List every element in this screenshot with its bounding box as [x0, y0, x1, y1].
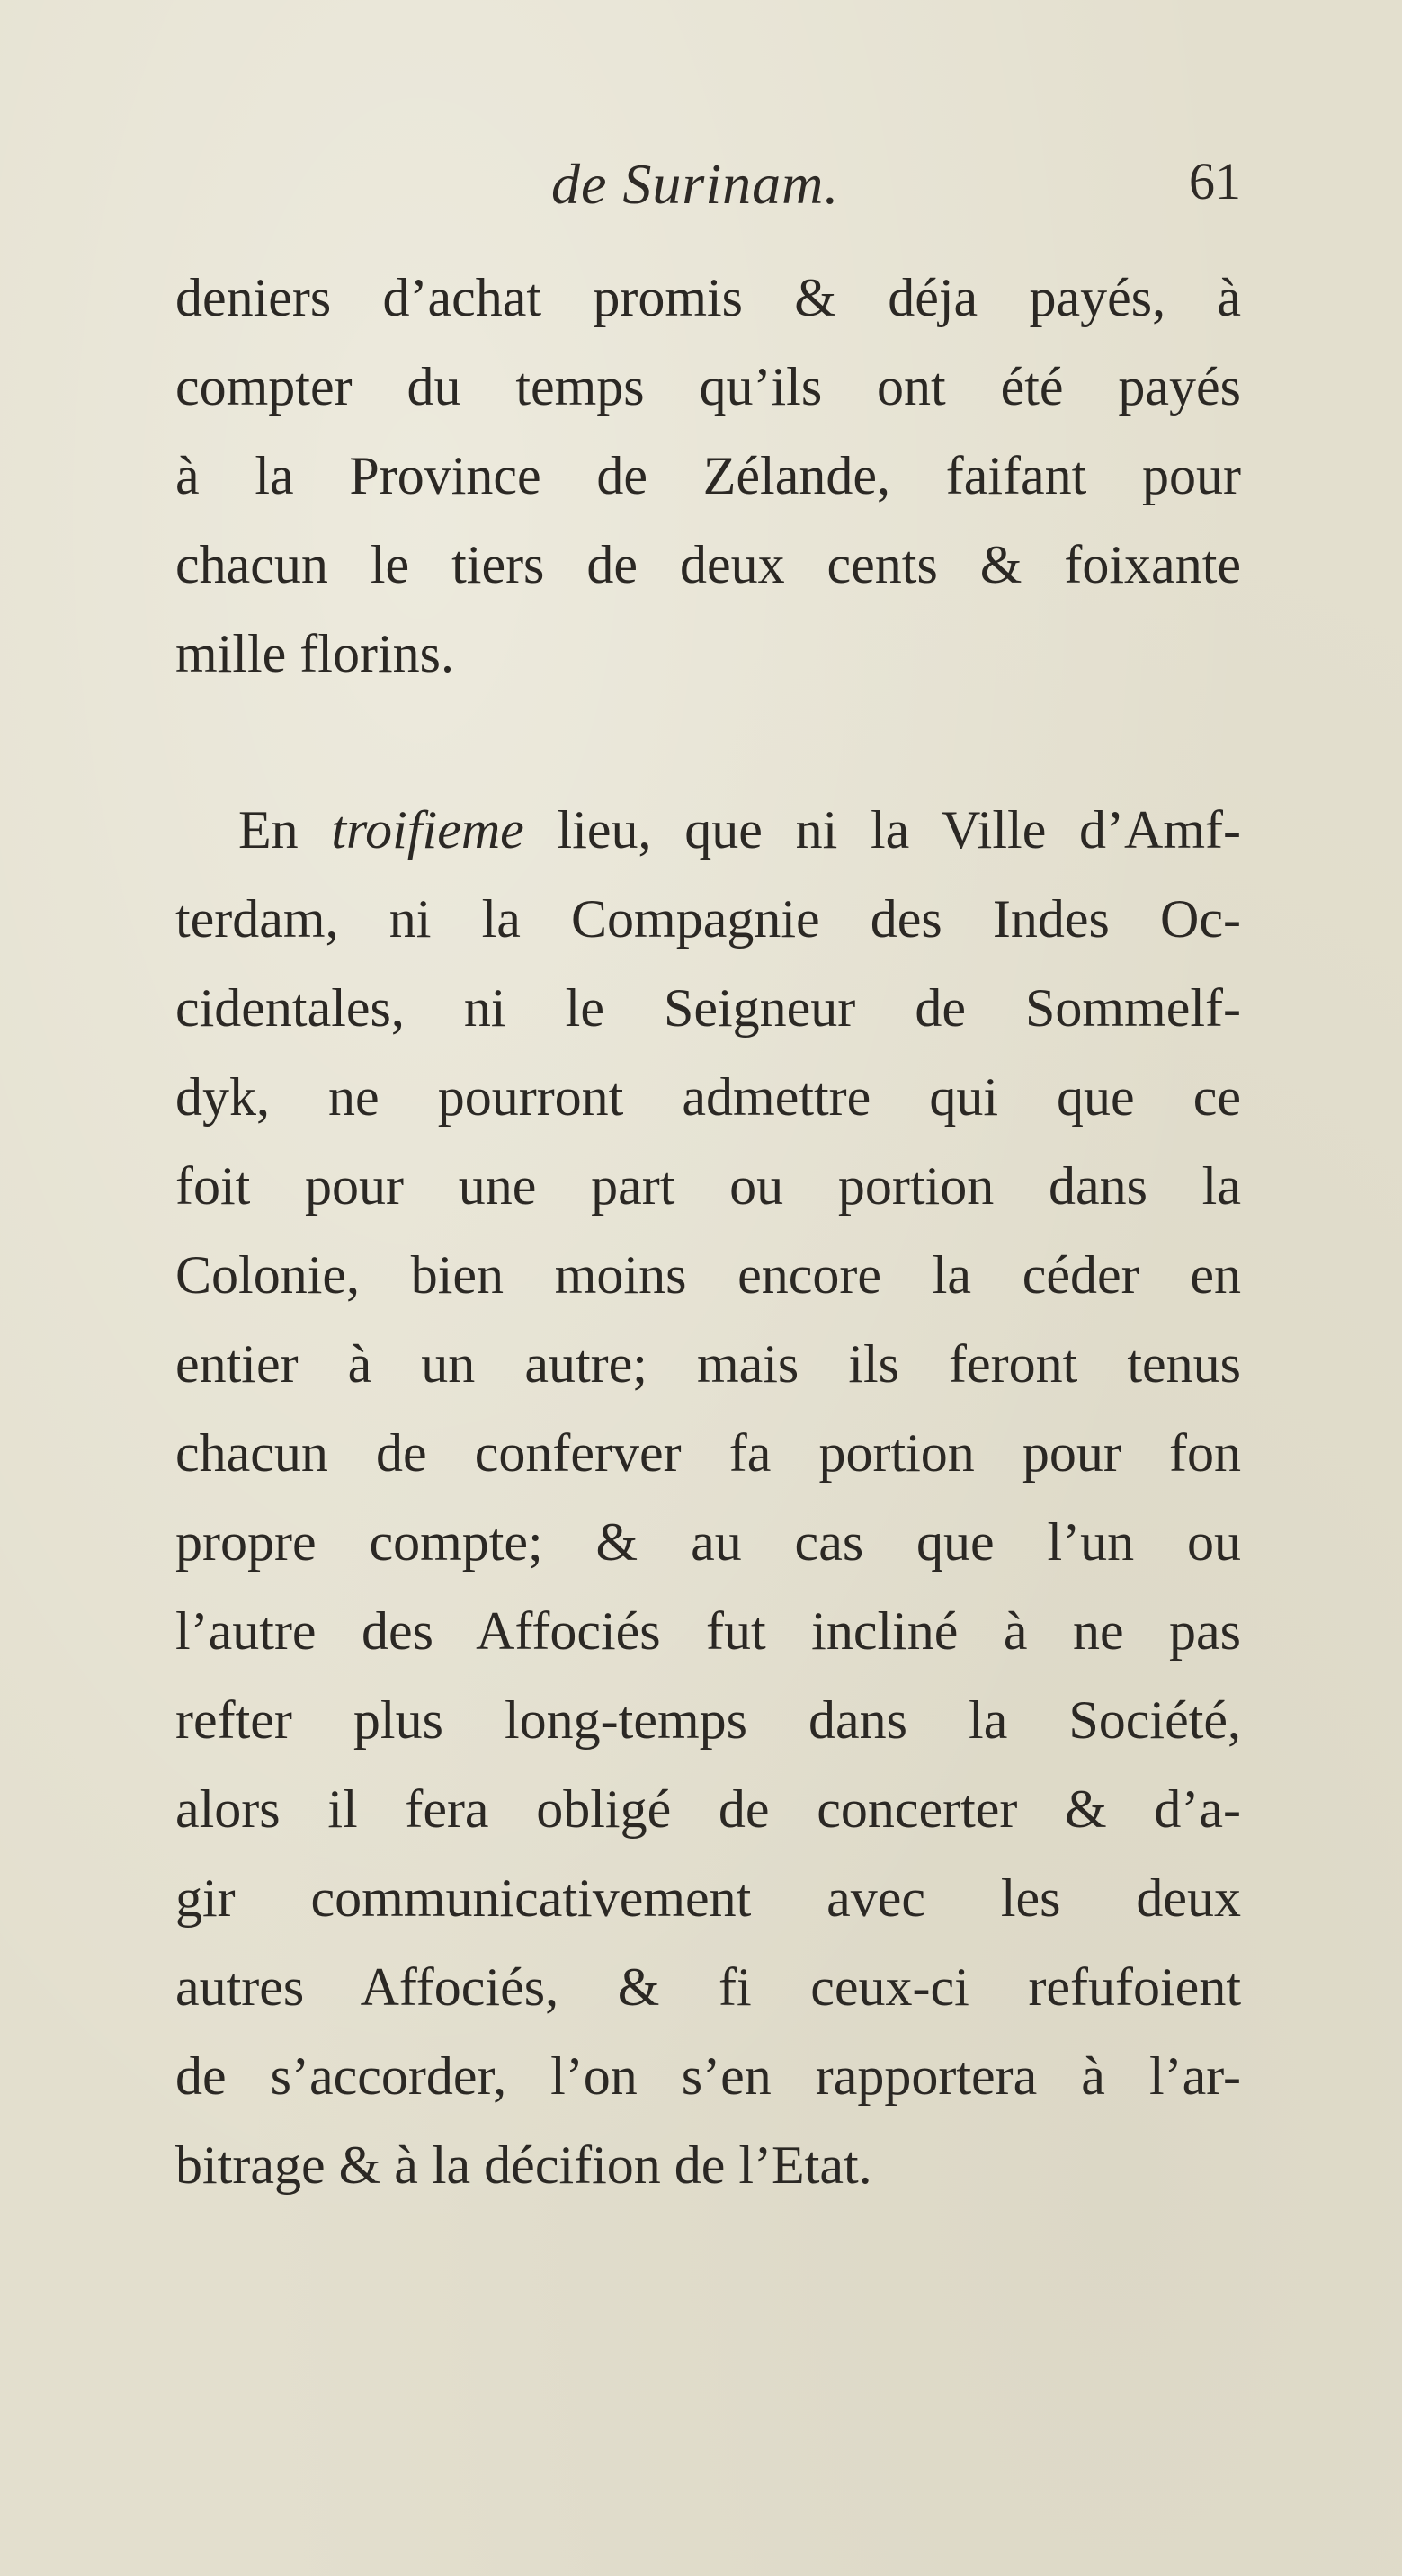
text-line: compter du temps qu’ils ont été payés [175, 357, 1241, 416]
page-number: 61 [1189, 152, 1241, 210]
text-line: de s’accorder, l’on s’en rapportera à l’ar- [175, 2046, 1241, 2106]
text-line: Colonie, bien moins encore la céder en [175, 1245, 1241, 1305]
paragraph-gap [175, 699, 1241, 786]
text-run: lieu, que ni la Ville d’Amf- [523, 800, 1241, 860]
paragraph-1 [175, 254, 1241, 699]
text-line: entier à un autre; mais ils feront tenus [175, 1334, 1241, 1394]
text-line: à la Province de Zélande, faifant pour [175, 446, 1241, 505]
text-line: deniers d’achat promis & déja payés, à [175, 268, 1241, 327]
text-line: l’autre des Affociés fut incliné à ne pas [175, 1601, 1241, 1661]
text-line: foit pour une part ou portion dans la [175, 1156, 1241, 1216]
text-line: mille florins. [175, 624, 454, 683]
text-line: autres Affociés, & fi ceux-ci refufoient [175, 1957, 1241, 2017]
running-head [175, 151, 1241, 223]
text-line: bitrage & à la décifion de l’Etat. [175, 2135, 872, 2195]
text-line: cidentales, ni le Seigneur de Sommelf- [175, 978, 1241, 1038]
text-line-first [175, 786, 1241, 875]
text-line: propre compte; & au cas que l’un ou [175, 1512, 1241, 1572]
text-line: chacun le tiers de deux cents & foixante [175, 535, 1241, 594]
text-line: alors il fera obligé de concerter & d’a- [175, 1779, 1241, 1839]
text-line: terdam, ni la Compagnie des Indes Oc- [175, 889, 1241, 949]
text-run: En [238, 800, 332, 860]
ordinal-italic: troifieme [331, 800, 524, 860]
text-line: refter plus long-temps dans la Société, [175, 1690, 1241, 1750]
body-text [175, 254, 1241, 2210]
running-title: de Surinam. [551, 152, 840, 216]
paragraph-2 [175, 786, 1241, 2210]
text-line: gir communicativement avec les deux [175, 1868, 1241, 1928]
text-line: dyk, ne pourront admettre qui que ce [175, 1067, 1241, 1127]
text-line: chacun de conferver fa portion pour fon [175, 1423, 1241, 1483]
